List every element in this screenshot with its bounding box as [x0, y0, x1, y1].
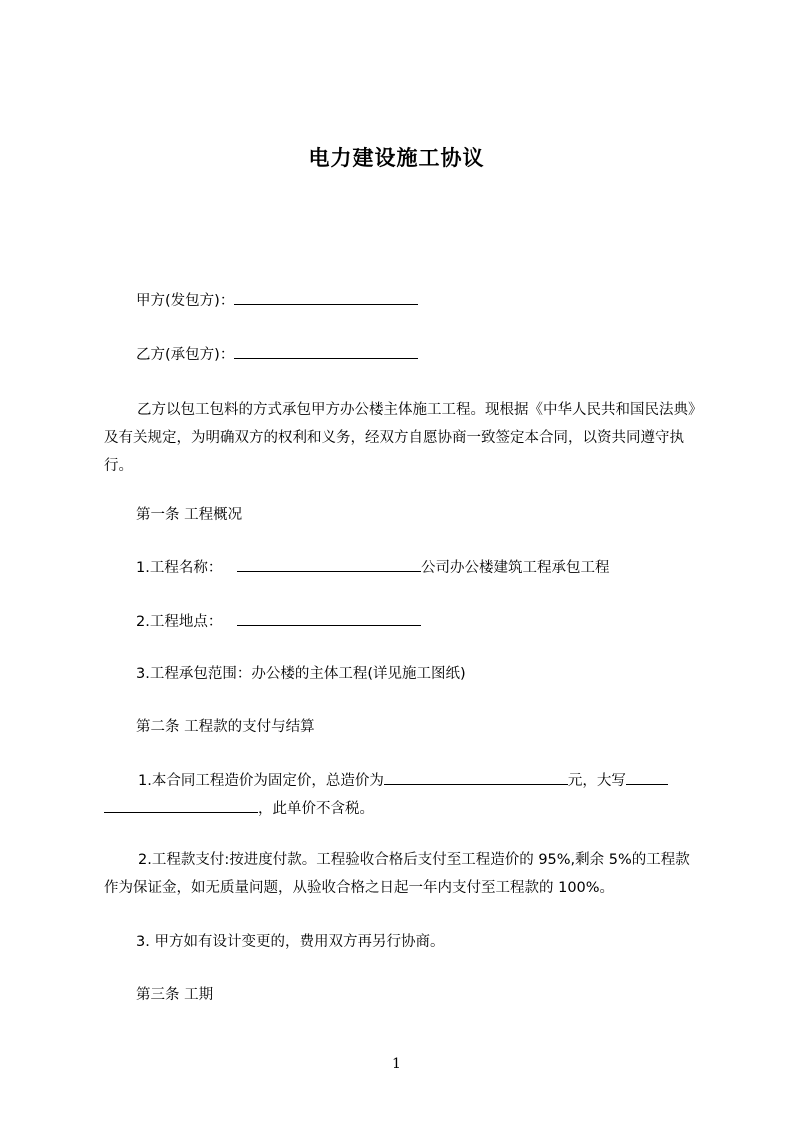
- pay1-words-blank-a: [626, 770, 668, 785]
- article1-heading: 第一条 工程概况: [136, 507, 243, 523]
- pay1-line-b: [104, 798, 374, 819]
- party-b-blank: [234, 344, 418, 359]
- party-a-label: 甲方(发包方)：: [136, 293, 235, 309]
- party-b-label: 乙方(承包方)：: [136, 347, 235, 363]
- pay1-mid: 元，大写: [567, 773, 626, 789]
- article3-heading: 第三条 工期: [136, 987, 214, 1003]
- pay2-paragraph: 2.工程款支付:按进度付款。工程验收合格后支付至工程造价的 95%,剩余 5%的工程款作为保证金，如无质量问题，从验收合格之日起一年内支付至工程款的 100%。: [104, 852, 690, 896]
- item1-suffix: 公司办公楼建筑工程承包工程: [420, 560, 610, 576]
- pay1-line-a: [138, 770, 668, 791]
- item1-blank: [237, 557, 421, 572]
- page-number: 1: [392, 1056, 401, 1072]
- pay1-end: ，此单价不含税。: [258, 801, 374, 817]
- item2-label: 2.工程地点：: [136, 614, 223, 630]
- pay3-line: 3. 甲方如有设计变更的，费用双方再另行协商。: [136, 934, 445, 950]
- party-a-blank: [234, 290, 418, 305]
- document-title: 电力建设施工协议: [308, 146, 485, 170]
- item1-label: 1.工程名称：: [136, 560, 223, 576]
- party-b-line: [136, 344, 418, 365]
- item3-line: 3.工程承包范围：办公楼的主体工程(详见施工图纸): [136, 666, 466, 682]
- pay1-prefix: 1.本合同工程造价为固定价，总造价为: [138, 773, 384, 789]
- intro-paragraph: 乙方以包工包料的方式承包甲方办公楼主体施工工程。现根据《中华人民共和国民法典》及有关规定，为明确双方的权利和义务，经双方自愿协商一致签定本合同，以资共同遵守执行。: [104, 402, 696, 474]
- item1-line: [136, 557, 609, 578]
- party-a-line: [136, 290, 418, 311]
- pay1-words-blank-b: [104, 798, 258, 813]
- pay1-amount-blank: [384, 770, 568, 785]
- item2-line: [136, 611, 421, 632]
- article2-heading: 第二条 工程款的支付与结算: [136, 719, 315, 735]
- item2-blank: [237, 611, 421, 626]
